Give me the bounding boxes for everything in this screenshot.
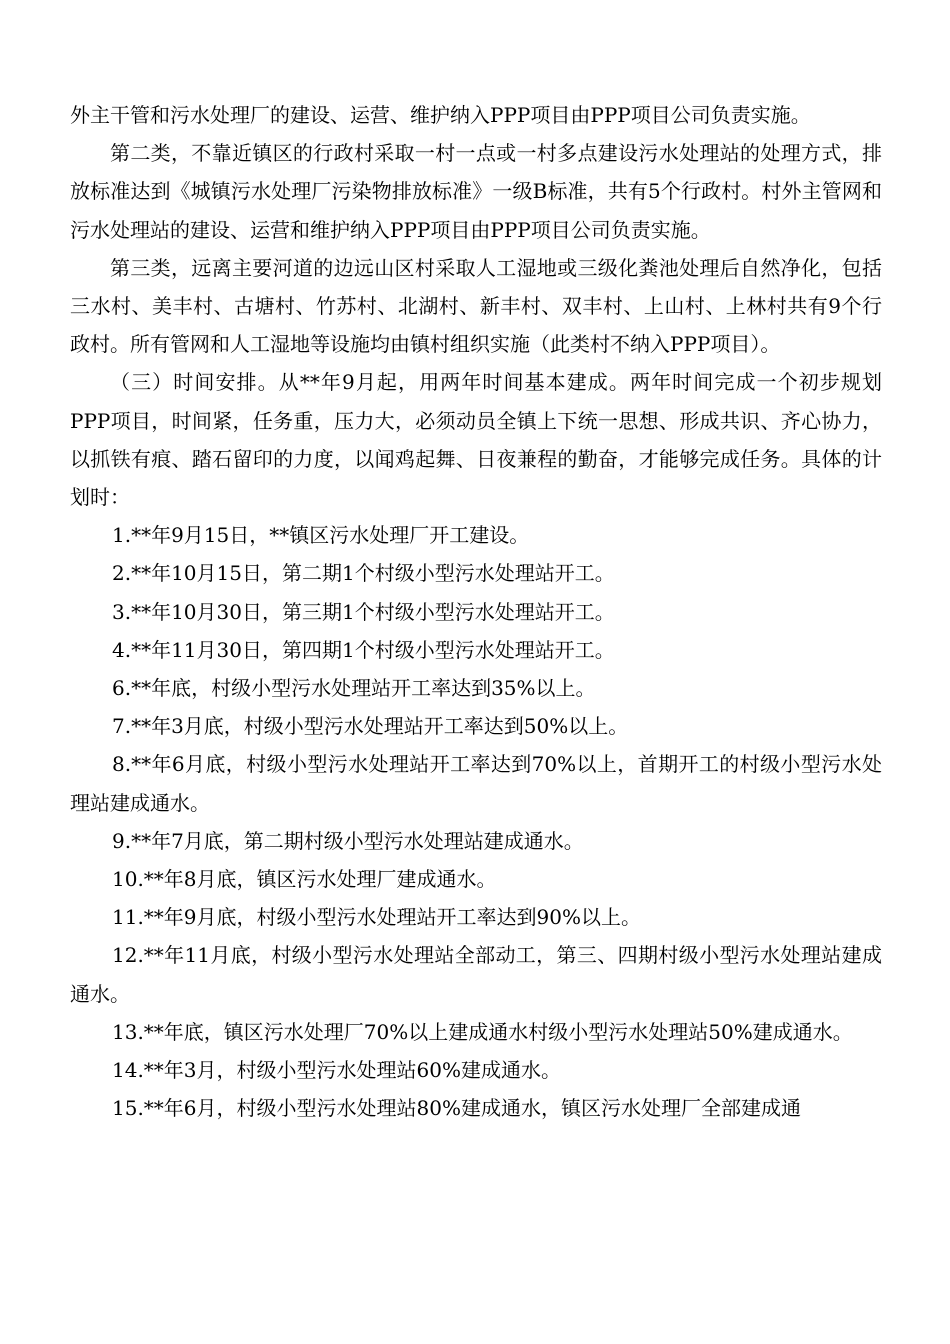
list-item: 13.**年底，镇区污水处理厂70%以上建成通水村级小型污水处理站50%建成通水。 <box>112 1019 853 1044</box>
list-item: 10.**年8月底，镇区污水处理厂建成通水。 <box>112 867 497 892</box>
list-item: 1.**年9月15日，**镇区污水处理厂开工建设。 <box>112 523 530 548</box>
paragraph-category-3: 第三类，远离主要河道的边远山区村采取人工湿地或三级化粪池处理后自然净化，包括三水村、美丰村、古塘村、竹苏村、北湖村、新丰村、双丰村、上山村、上林村共有9个行政村。所有管网和人工湿地等设施均由镇村组织实施（此类村不纳入PPP项目）。 <box>70 255 882 357</box>
list-item: 9.**年7月底，第二期村级小型污水处理站建成通水。 <box>112 828 584 853</box>
list-item: 2.**年10月15日，第二期1个村级小型污水处理站开工。 <box>112 561 615 586</box>
list-item: 8.**年6月底，村级小型污水处理站开工率达到70%以上，首期开工的村级小型污水处理站建成通水。 <box>70 752 882 815</box>
list-item: 14.**年3月，村级小型污水处理站60%建成通水。 <box>112 1058 561 1083</box>
list-item: 11.**年9月底，村级小型污水处理站开工率达到90%以上。 <box>112 905 641 930</box>
list-item: 7.**年3月底，村级小型污水处理站开工率达到50%以上。 <box>112 714 629 739</box>
list-item: 4.**年11月30日，第四期1个村级小型污水处理站开工。 <box>112 637 615 662</box>
paragraph-schedule: （三）时间安排。从**年9月起，用两年时间基本建成。两年时间完成一个初步规划PPP项目，时间紧，任务重，压力大，必须动员全镇上下统一思想、形成共识、齐心协力，以抓铁有痕、踏石留印的力度，以闻鸡起舞、日夜兼程的勤奋，才能够完成任务。具体的计划时： <box>70 370 882 510</box>
paragraph-category-2: 第二类，不靠近镇区的行政村采取一村一点或一村多点建设污水处理站的处理方式，排放标准达到《城镇污水处理厂污染物排放标准》一级B标准，共有5个行政村。村外主管网和污水处理站的建设、运营和维护纳入PPP项目由PPP项目公司负责实施。 <box>70 141 882 242</box>
list-item: 15.**年6月，村级小型污水处理站80%建成通水，镇区污水处理厂全部建成通 <box>112 1096 801 1121</box>
list-item: 6.**年底，村级小型污水处理站开工率达到35%以上。 <box>112 676 596 701</box>
list-item: 3.**年10月30日，第三期1个村级小型污水处理站开工。 <box>112 599 615 624</box>
list-item: 12.**年11月底，村级小型污水处理站全部动工，第三、四期村级小型污水处理站建成通水。 <box>70 943 882 1006</box>
paragraph-continuation: 外主干管和污水处理厂的建设、运营、维护纳入PPP项目由PPP项目公司负责实施。 <box>70 103 811 127</box>
